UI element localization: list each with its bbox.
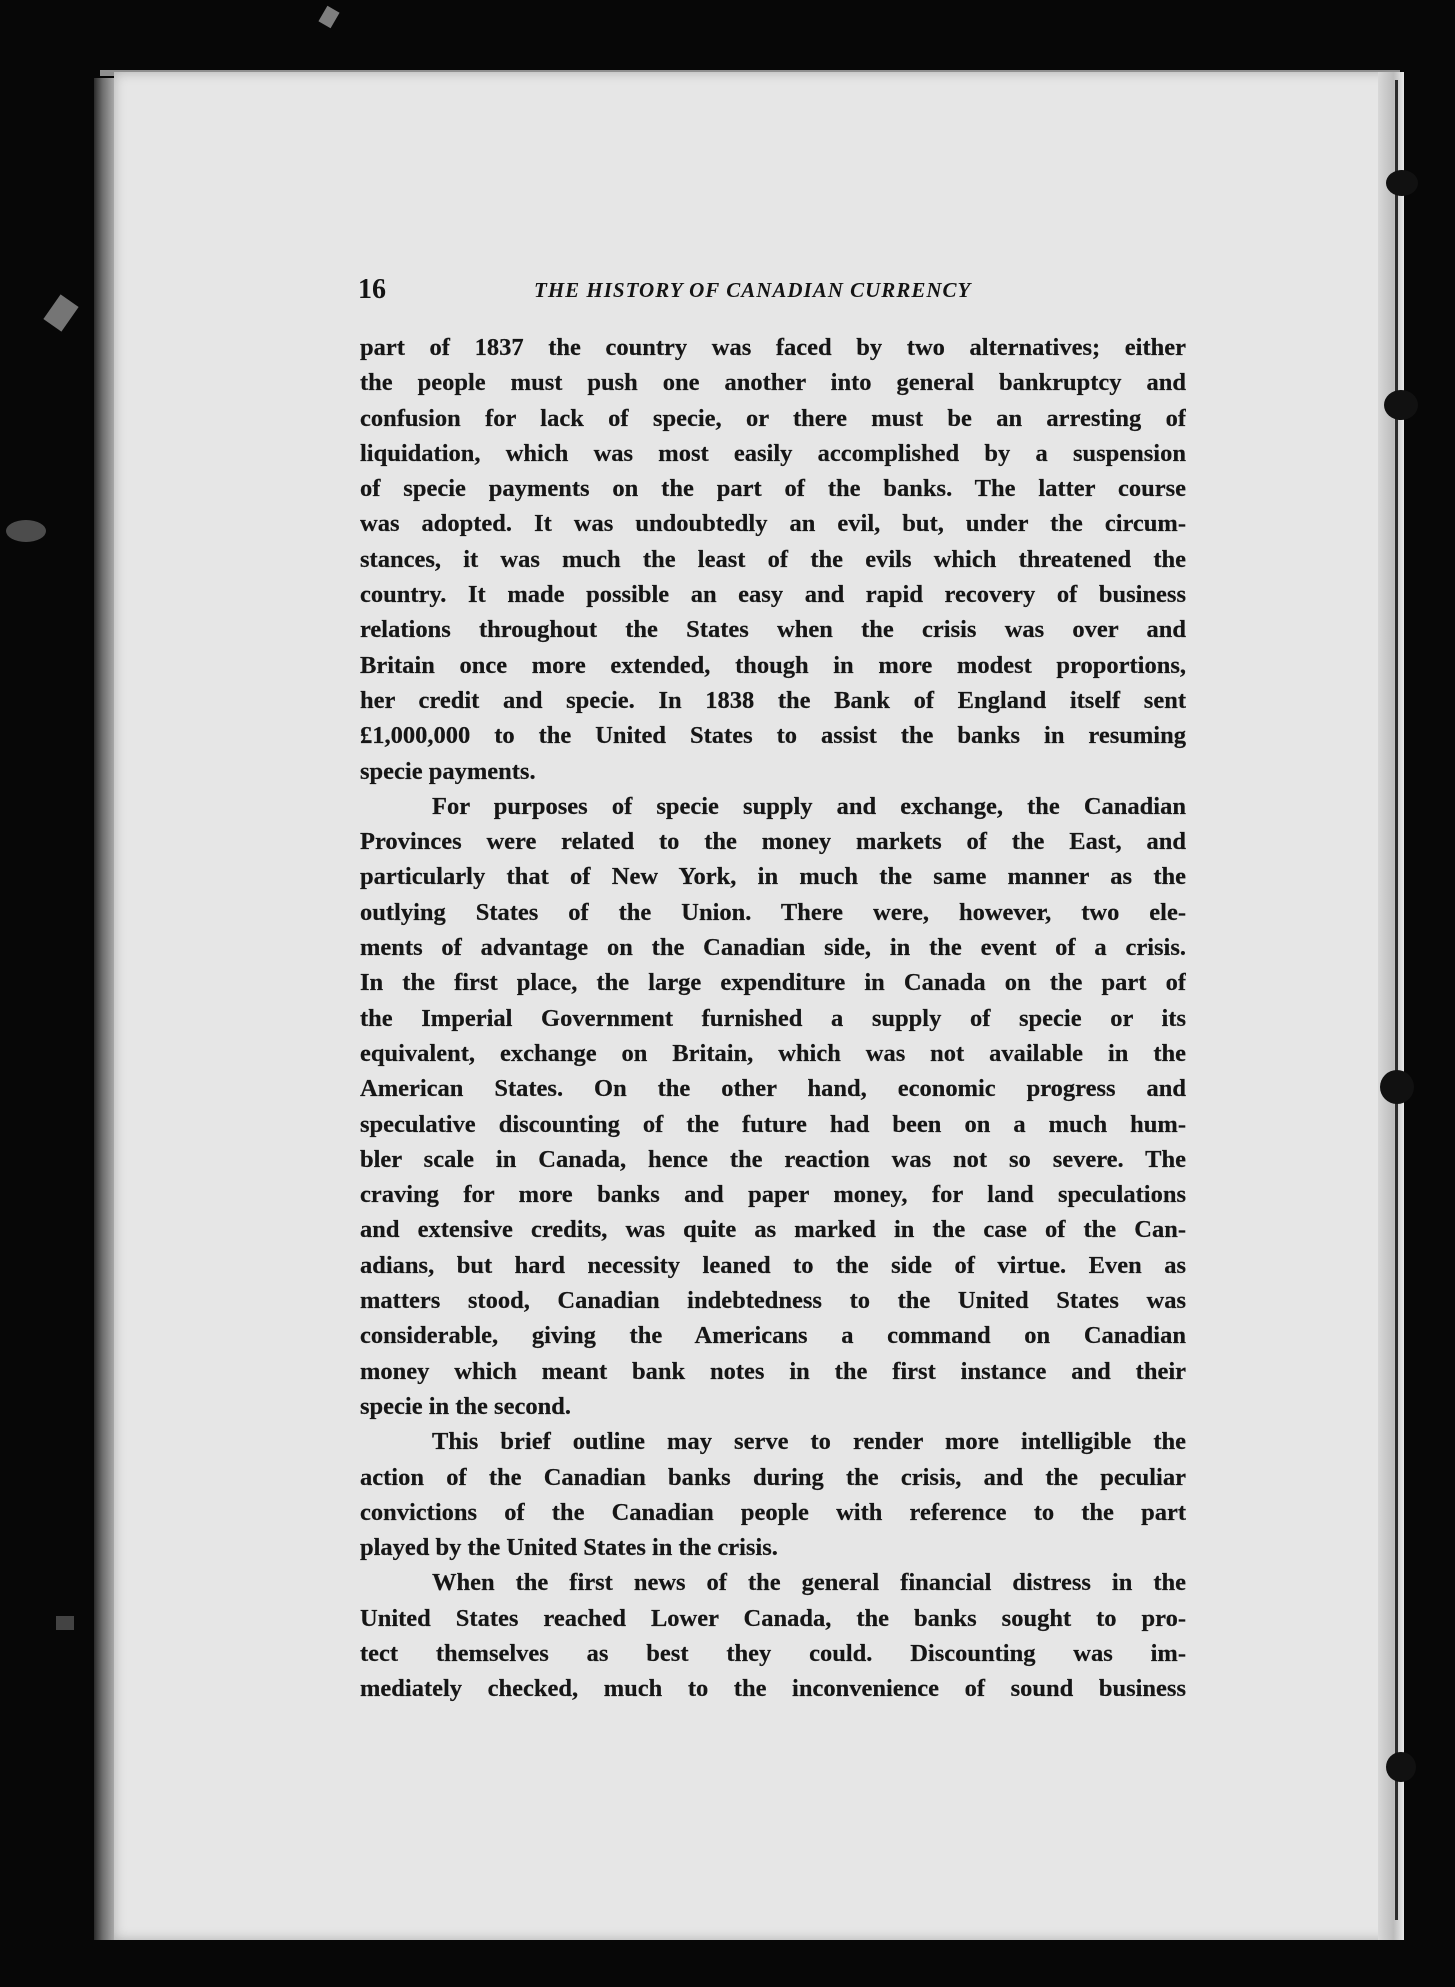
- margin-mark: [43, 294, 78, 331]
- text-line: part of 1837 the country was faced by two alternatives; either: [360, 334, 1186, 361]
- text-line: considerable, giving the Americans a command on Canadian: [360, 1322, 1186, 1350]
- text-line: United States reached Lower Canada, the banks sought to pro-: [360, 1604, 1186, 1632]
- text-line: adians, but hard necessity leaned to the side of virtue. Even as: [360, 1251, 1186, 1279]
- text-line: Provinces were related to the money markets of the East, and: [360, 828, 1186, 856]
- text-line: and extensive credits, was quite as marked in the case of the Can-: [360, 1216, 1186, 1244]
- text-line: £1,000,000 to the United States to assist the banks in resuming: [360, 722, 1186, 750]
- text-line: her credit and specie. In 1838 the Bank of England itself sent: [360, 686, 1186, 714]
- text-line: ments of advantage on the Canadian side, in the event of a crisis.: [360, 934, 1186, 962]
- margin-mark: [318, 6, 339, 29]
- gutter-line: [1395, 80, 1398, 1920]
- text-line: tect themselves as best they could. Discounting was im-: [360, 1639, 1186, 1667]
- running-head: THE HISTORY OF CANADIAN CURRENCY: [534, 278, 972, 302]
- text-line: liquidation, which was most easily accomplished by a suspension: [360, 439, 1186, 467]
- text-line: craving for more banks and paper money, for land speculations: [360, 1181, 1186, 1209]
- text-line: This brief outline may serve to render more intelligible the: [432, 1428, 1186, 1456]
- text-line: the people must push one another into general bankruptcy and: [360, 369, 1186, 397]
- text-line: was adopted. It was undoubtedly an evil, but, under the circum-: [360, 510, 1186, 538]
- text-line: mediately checked, much to the inconvenience of sound business: [360, 1675, 1186, 1703]
- text-line: speculative discounting of the future had been on a much hum-: [360, 1110, 1186, 1138]
- text-line: specie in the second.: [360, 1392, 571, 1420]
- gutter-blot: [1386, 170, 1418, 196]
- text-line: American States. On the other hand, economic progress and: [360, 1075, 1186, 1103]
- text-line: money which meant bank notes in the first instance and their: [360, 1357, 1186, 1385]
- text-line: Britain once more extended, though in more modest proportions,: [360, 651, 1186, 679]
- text-line: equivalent, exchange on Britain, which was not available in the: [360, 1039, 1186, 1067]
- text-line: particularly that of New York, in much the same manner as the: [360, 863, 1186, 891]
- text-line: action of the Canadian banks during the crisis, and the peculiar: [360, 1463, 1186, 1491]
- text-line: of specie payments on the part of the banks. The latter course: [360, 475, 1186, 503]
- text-line: When the first news of the general financial distress in the: [432, 1569, 1186, 1597]
- page-number: 16: [358, 274, 386, 305]
- page-gutter: [1378, 72, 1404, 1940]
- text-line: stances, it was much the least of the evils which threatened the: [360, 545, 1186, 573]
- text-line: specie payments.: [360, 757, 536, 785]
- text-line: convictions of the Canadian people with reference to the part: [360, 1498, 1186, 1526]
- page-header: [358, 274, 1194, 310]
- text-line: confusion for lack of specie, or there must be an arresting of: [360, 404, 1186, 432]
- text-line: matters stood, Canadian indebtedness to the United States was: [360, 1287, 1186, 1315]
- body-text: [360, 330, 1186, 1707]
- text-line: country. It made possible an easy and rapid recovery of business: [360, 581, 1186, 609]
- gutter-blot: [1380, 1070, 1414, 1104]
- text-line: bler scale in Canada, hence the reaction was not so severe. The: [360, 1145, 1186, 1173]
- text-line: played by the United States in the crisis.: [360, 1534, 778, 1562]
- text-line: the Imperial Government furnished a supply of specie or its: [360, 1004, 1186, 1032]
- margin-mark: [56, 1616, 74, 1630]
- text-line: outlying States of the Union. There were, however, two ele-: [360, 898, 1186, 926]
- text-line: For purposes of specie supply and exchange, the Canadian: [432, 792, 1186, 820]
- text-line: In the first place, the large expenditure in Canada on the part of: [360, 969, 1186, 997]
- gutter-blot: [1386, 1752, 1416, 1782]
- text-line: relations throughout the States when the crisis was over and: [360, 616, 1186, 644]
- gutter-blot: [1384, 390, 1418, 420]
- margin-mark: [6, 520, 46, 542]
